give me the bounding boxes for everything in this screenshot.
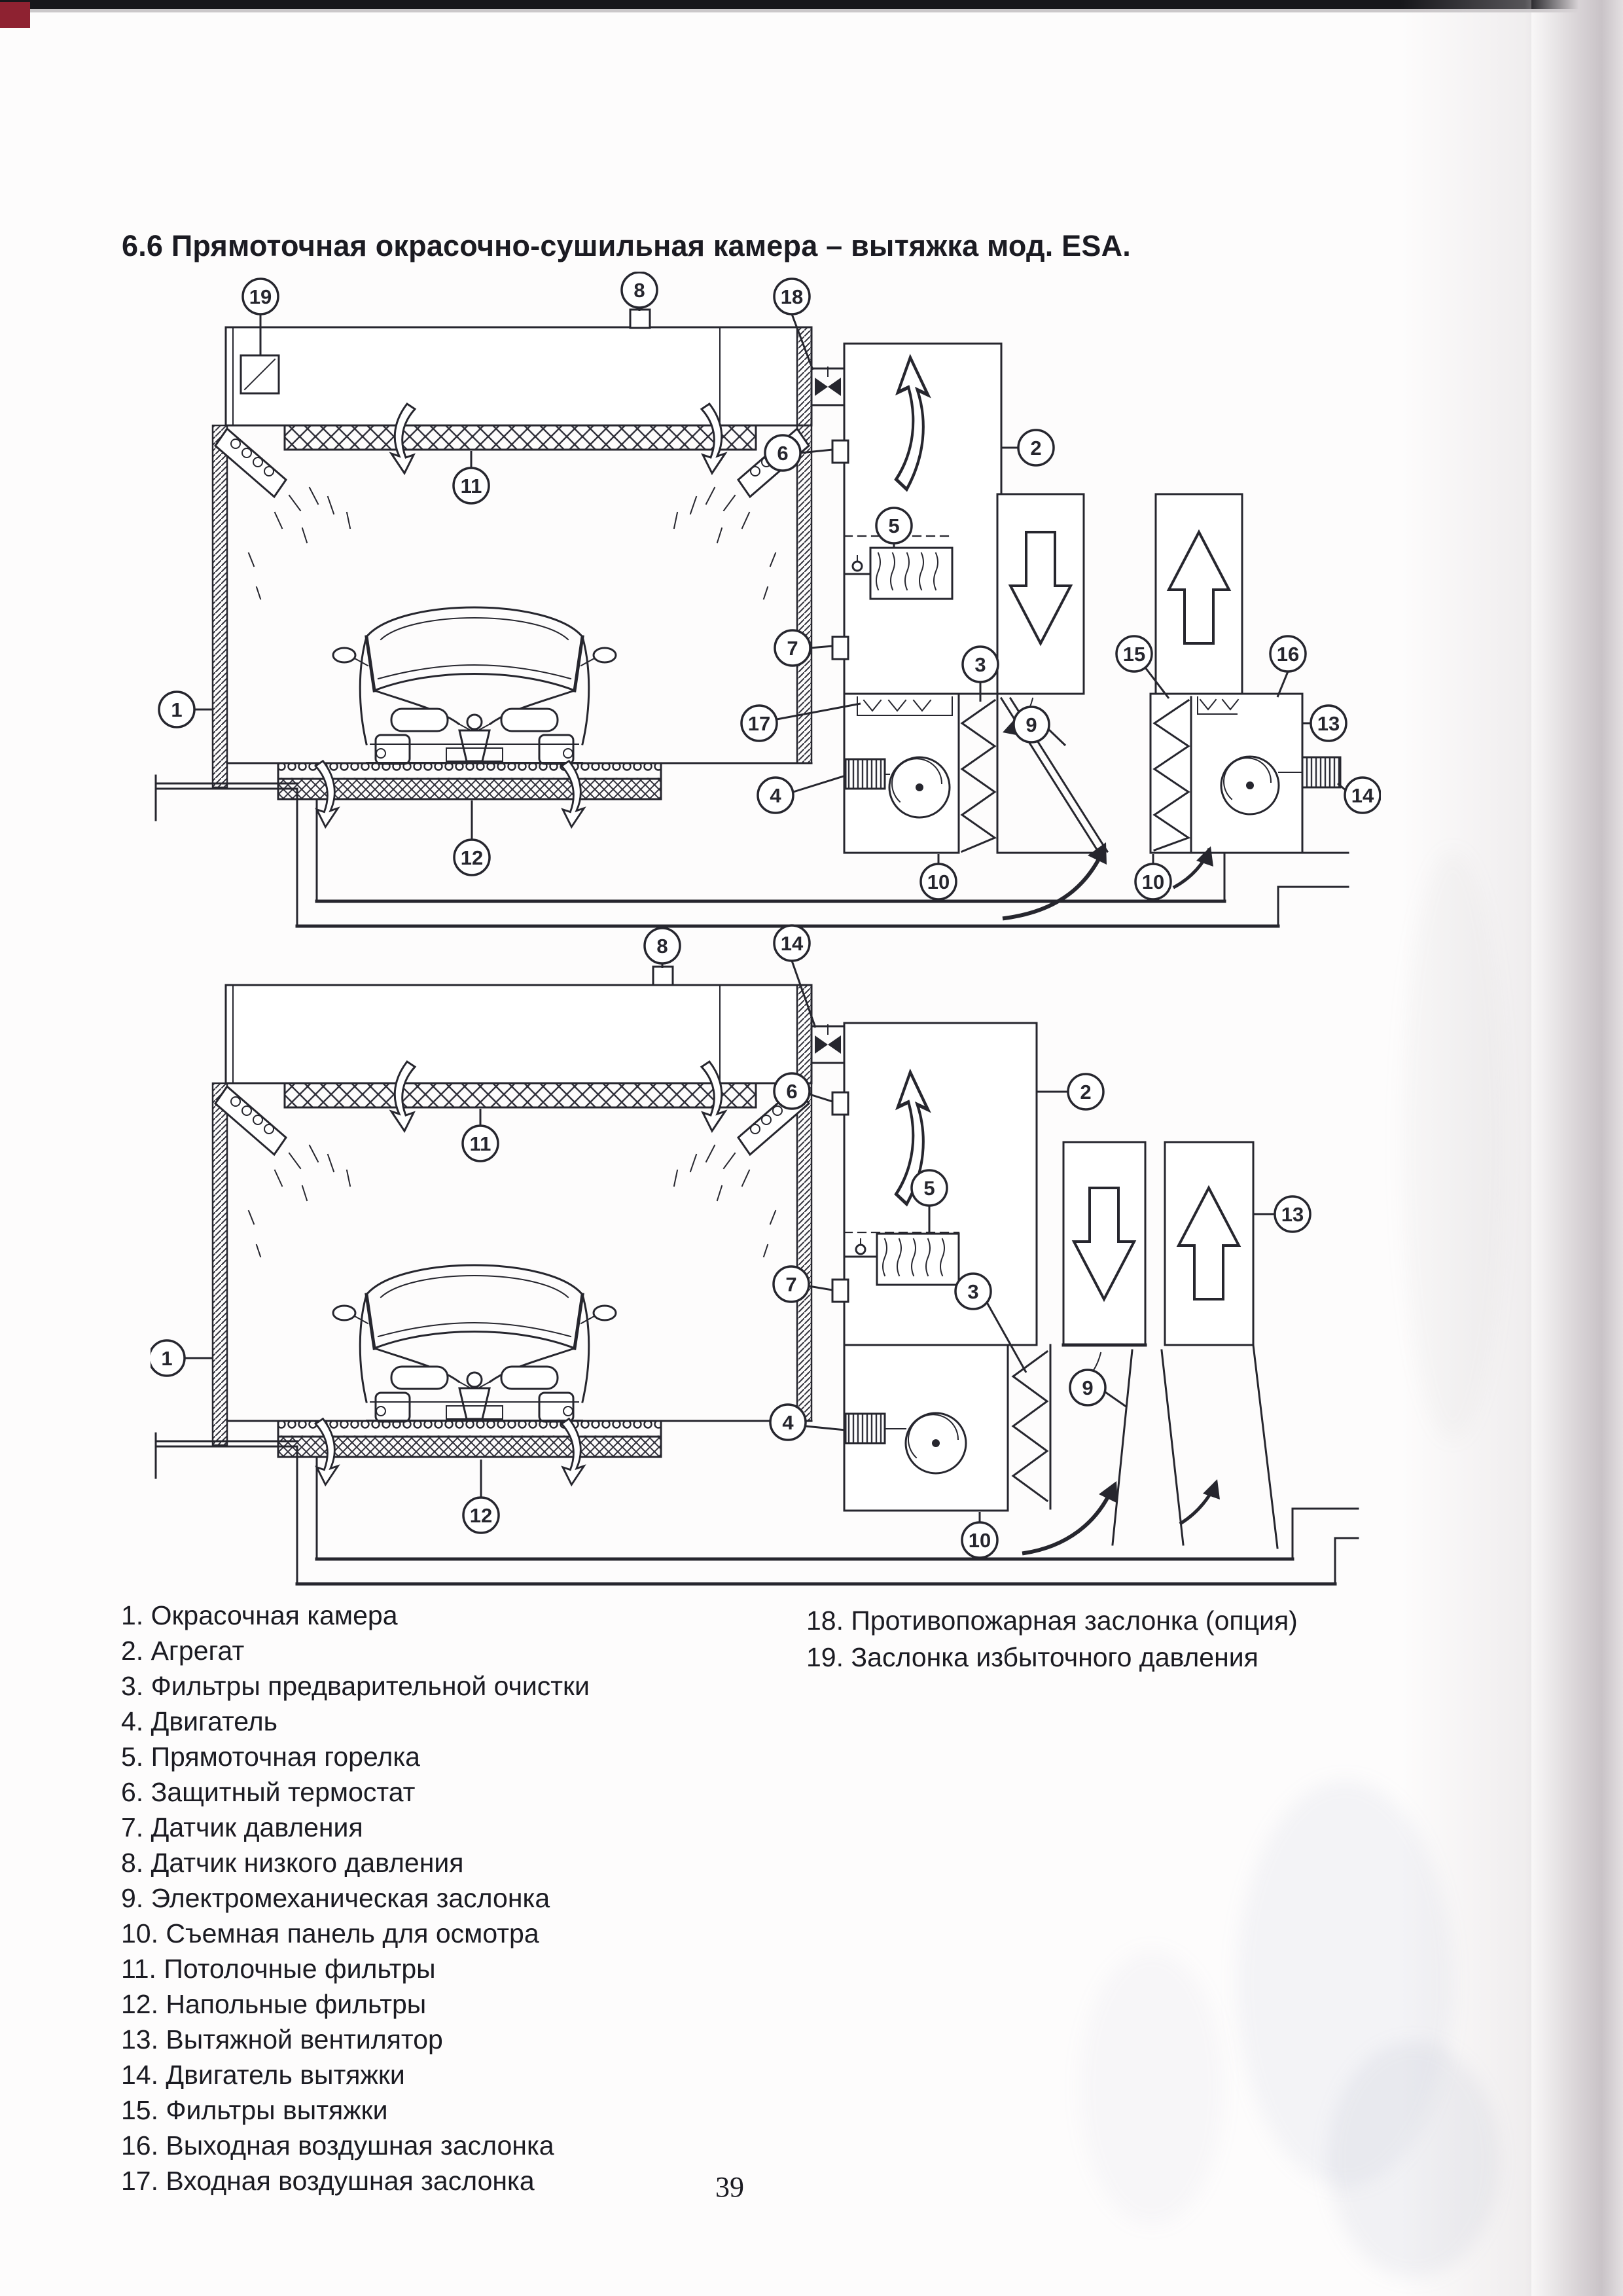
svg-text:9: 9 [1026,713,1037,736]
paint-booth [156,327,812,926]
callout-12 [463,1460,499,1533]
scan-top-bar [0,0,1623,9]
svg-text:4: 4 [770,784,781,807]
svg-text:12: 12 [460,846,484,869]
relief-damper [241,355,279,393]
scan-right-shadow-band [1525,0,1623,2296]
booth-diagrams-svg [151,272,1381,1607]
callout-7 [775,630,832,666]
callout-9 [1070,1370,1127,1407]
svg-text:4: 4 [782,1411,794,1434]
svg-text:18: 18 [780,285,804,308]
pit-airflow-arrows [1024,1479,1220,1553]
svg-text:11: 11 [469,1132,491,1155]
legend-item: 12. Напольные фильтры [121,1989,427,2019]
svg-text:7: 7 [787,637,798,660]
svg-text:2: 2 [1080,1081,1092,1103]
legend-item: 3. Фильтры предварительной очистки [121,1671,590,1701]
legend-item: 7. Датчик давления [121,1812,363,1842]
callout-7 [774,1266,832,1302]
svg-text:5: 5 [923,1177,935,1200]
svg-text:11: 11 [460,475,482,497]
legend-item: 6. Защитный термостат [121,1777,416,1807]
callout-8 [622,272,657,311]
callout-10 [962,1512,997,1558]
motor [846,1414,885,1443]
callout-11 [463,1109,498,1161]
callout-11 [454,451,489,503]
callout-4 [758,776,846,813]
legend-item: 9. Электромеханическая заслонка [121,1883,550,1913]
svg-text:6: 6 [786,1080,798,1103]
svg-text:13: 13 [1317,712,1340,735]
fire-damper-duct [812,367,844,405]
svg-text:1: 1 [161,1347,173,1370]
pressure-sensor [630,310,650,328]
pressure-sensor [653,967,673,985]
supply-fan-chamber [844,694,959,853]
legend-item: 5. Прямоточная горелка [121,1742,420,1772]
legend-item: 19. Заслонка избыточного давления [806,1642,1258,1672]
bleedthrough-smudge [1400,851,1505,1440]
svg-text:7: 7 [785,1273,797,1296]
legend-item: 2. Агрегат [121,1636,245,1666]
svg-text:17: 17 [747,712,771,735]
callout-6 [774,1073,832,1109]
scan-red-corner [0,2,30,28]
callout-2 [1001,430,1054,465]
legend-item: 13. Вытяжной вентилятор [121,2024,443,2054]
callout-12 [454,800,490,875]
callout-13 [1302,706,1346,741]
svg-text:19: 19 [249,285,272,308]
legend-column-left [121,1598,590,2198]
foundation [297,1509,1358,1584]
legend-item: 17. Входная воздушная заслонка [121,2166,535,2196]
svg-text:1: 1 [171,698,183,721]
callout-2 [1037,1074,1103,1109]
callout-10b [1135,854,1171,899]
legend-column-right [806,1602,1298,1676]
exhaust-motor [1302,757,1340,787]
svg-text:3: 3 [967,1280,979,1303]
svg-text:14: 14 [1351,784,1374,807]
legend-item: 18. Противопожарная заслонка (опция) [806,1605,1298,1636]
diagram-top [156,272,1380,926]
svg-text:10: 10 [1141,870,1165,893]
exhaust-duct [1156,494,1242,694]
motor [846,759,885,789]
svg-text:8: 8 [633,279,645,302]
svg-text:8: 8 [656,935,668,958]
svg-text:15: 15 [1122,643,1146,666]
svg-text:9: 9 [1082,1376,1094,1399]
callout-9 [1014,707,1065,745]
section-title: 6.6 Прямоточная окрасочно-сушильная камера – вытяжка мод. ESA. [122,229,1132,262]
callout-13 [1253,1196,1310,1232]
svg-text:13: 13 [1281,1203,1304,1226]
svg-text:12: 12 [469,1504,493,1527]
legend-item: 4. Двигатель [121,1706,278,1736]
prefilter [1008,1345,1050,1509]
scan-top-bar-shadow [0,9,1623,12]
callout-8 [645,928,680,968]
diagram-bottom [151,925,1358,1584]
bleedthrough-smudge [1329,2042,1499,2278]
duct-valve [812,1025,844,1063]
supply-duct [1063,1142,1145,1390]
svg-text:2: 2 [1030,437,1042,459]
legend-item: 14. Двигатель вытяжки [121,2060,405,2090]
legend-item: 15. Фильтры вытяжки [121,2095,388,2125]
svg-text:16: 16 [1276,643,1300,666]
callout-16 [1270,636,1306,697]
svg-text:5: 5 [888,514,900,537]
legend-item: 10. Съемная панель для осмотра [121,1918,539,1948]
prefilter [959,694,997,853]
supply-duct [997,494,1084,694]
page-number: 39 [715,2171,744,2203]
legend-item: 1. Окрасочная камера [121,1600,398,1630]
svg-text:10: 10 [968,1529,991,1552]
legend-item: 11. Потолочные фильтры [121,1954,436,1984]
svg-text:3: 3 [974,653,986,676]
svg-text:6: 6 [777,442,789,465]
legend-item: 8. Датчик низкого давления [121,1848,464,1878]
svg-text:10: 10 [927,870,950,893]
callout-1 [159,692,213,727]
callout-14 [1338,778,1380,813]
air-unit [832,344,1001,694]
callout-1 [151,1340,213,1376]
paint-booth [156,985,812,1584]
supply-fan-chamber [844,1345,1008,1511]
legend-item: 16. Выходная воздушная заслонка [121,2130,554,2161]
bleedthrough-smudge [1080,1950,1224,2225]
svg-text:14: 14 [780,932,804,955]
callout-10a [921,854,956,899]
